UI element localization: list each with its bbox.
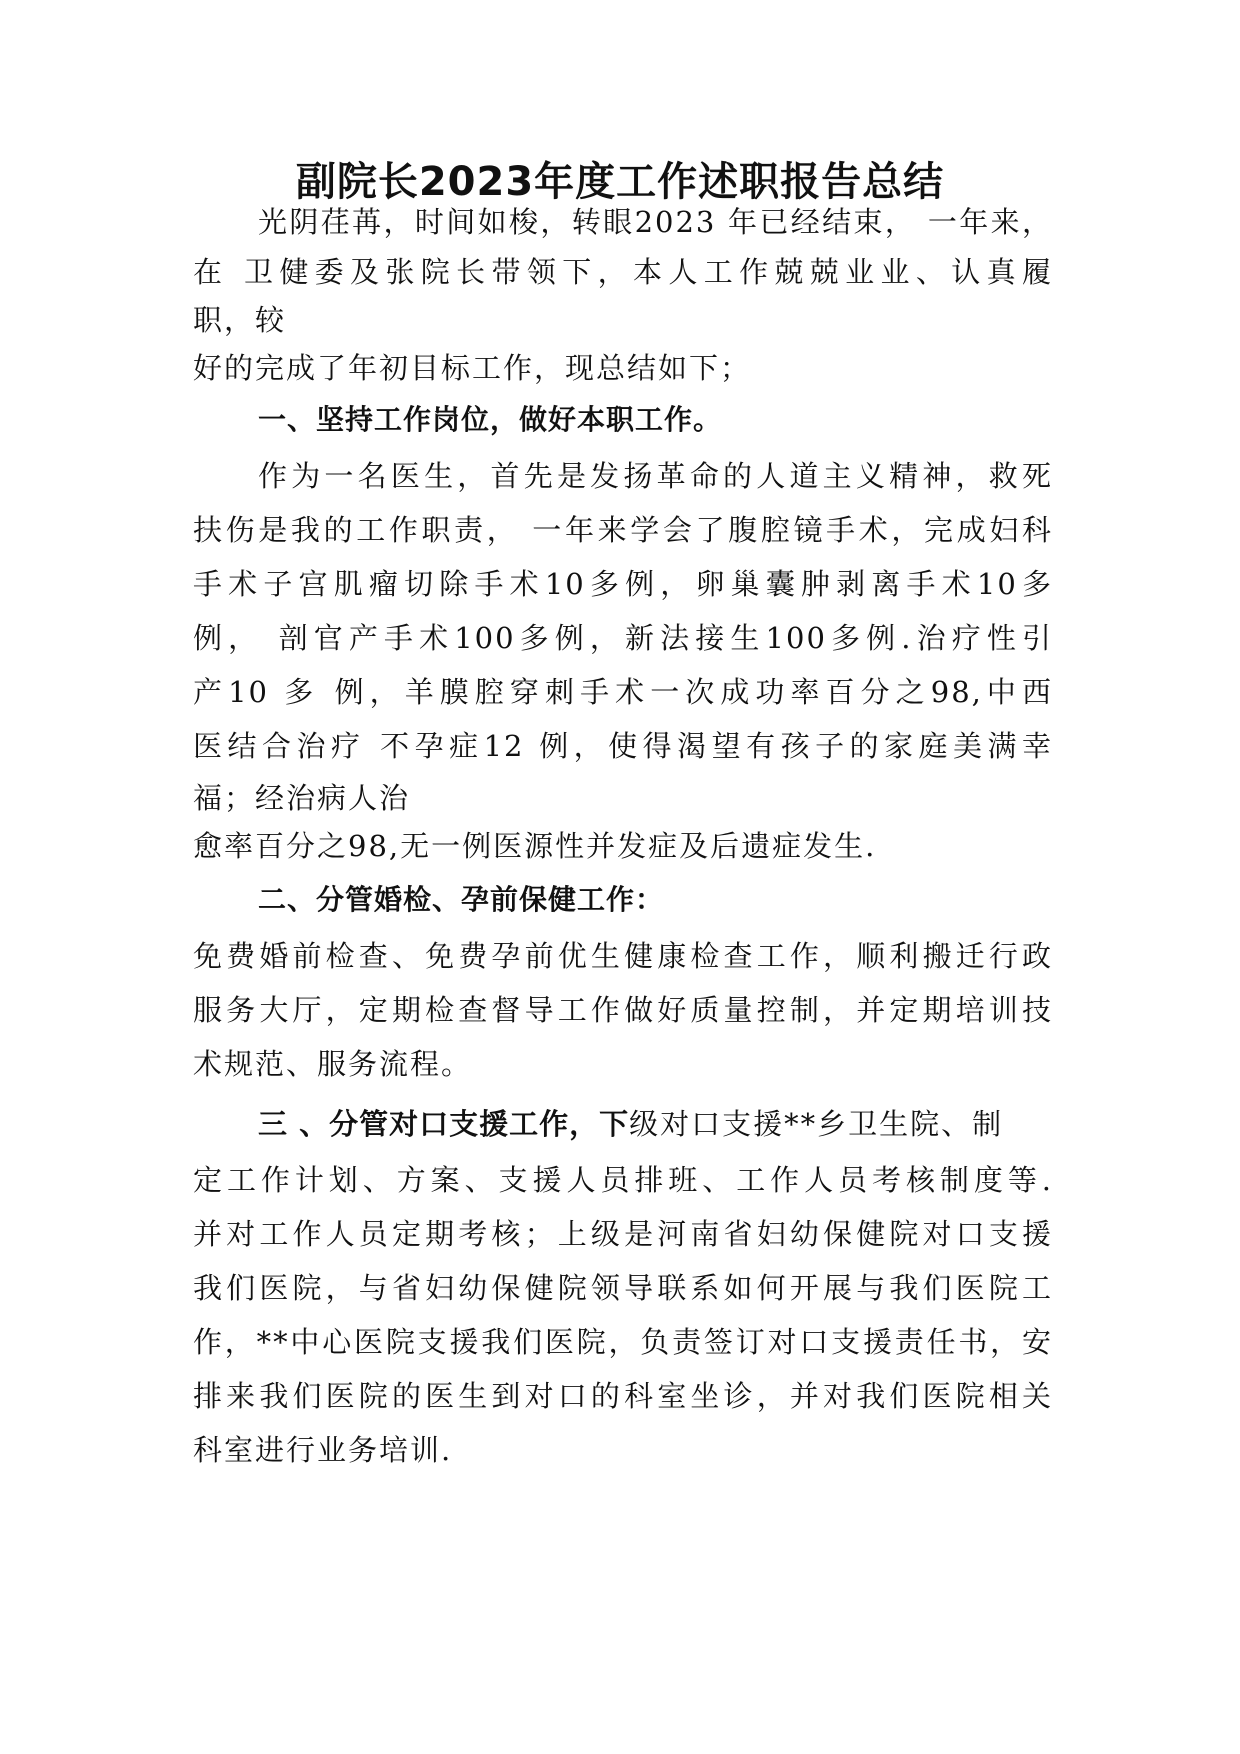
paragraph-line: 定工作计划、方案、支援人员排班、工作人员考核制度等. <box>193 1163 1053 1197</box>
intro-line: 光阴荏苒，时间如梭，转眼2023 年已经结束， 一年来， <box>258 205 1053 239</box>
paragraph-line: 愈率百分之98,无一例医源性并发症及后遗症发生. <box>193 829 877 863</box>
section3-first-line <box>258 1104 1053 1144</box>
paragraph-line: 作，**中心医院支援我们医院，负责签订对口支援责任书，安 <box>193 1325 1053 1359</box>
paragraph-line: 科室进行业务培训. <box>193 1433 453 1467</box>
paragraph-line: 免费婚前检查、免费孕前优生健康检查工作，顺利搬迁行政 <box>193 939 1053 973</box>
paragraph-line: 手术子宫肌瘤切除手术10多例，卵巢囊肿剥离手术10多 <box>193 567 1053 601</box>
paragraph-line: 术规范、服务流程。 <box>193 1047 473 1081</box>
paragraph-line: 福；经治病人治 <box>193 781 411 815</box>
paragraph-line: 医结合治疗 不孕症12 例，使得渴望有孩子的家庭美满幸 <box>193 729 1053 763</box>
section-heading: 三 、分管对口支援工作，下 <box>258 1107 630 1141</box>
paragraph-line: 例， 剖官产手术100多例，新法接生100多例.治疗性引 <box>193 621 1053 655</box>
paragraph-line: 并对工作人员定期考核；上级是河南省妇幼保健院对口支援 <box>193 1217 1053 1251</box>
paragraph-line: 作为一名医生，首先是发扬革命的人道主义精神，救死 <box>258 459 1053 493</box>
intro-line: 好的完成了年初目标工作，现总结如下； <box>193 351 752 385</box>
paragraph-line: 我们医院，与省妇幼保健院领导联系如何开展与我们医院工 <box>193 1271 1053 1305</box>
section-heading: 二、分管婚检、孕前保健工作： <box>258 883 665 916</box>
document-title: 副院长2023年度工作述职报告总结 <box>295 159 945 205</box>
paragraph-line: 扶伤是我的工作职责， 一年来学会了腹腔镜手术，完成妇科 <box>193 513 1053 547</box>
paragraph-line: 服务大厅，定期检查督导工作做好质量控制，并定期培训技 <box>193 993 1053 1027</box>
paragraph-line: 排来我们医院的医生到对口的科室坐诊，并对我们医院相关 <box>193 1379 1053 1413</box>
paragraph-text: 级对口支援**乡卫生院、制 <box>629 1107 1004 1141</box>
paragraph-line: 产10 多 例，羊膜腔穿刺手术一次成功率百分之98,中西 <box>193 675 1053 709</box>
intro-line: 职，较 <box>193 303 287 337</box>
section-heading: 一、坚持工作岗位，做好本职工作。 <box>258 403 723 436</box>
intro-line: 在 卫健委及张院长带领下，本人工作兢兢业业、认真履 <box>193 255 1053 289</box>
